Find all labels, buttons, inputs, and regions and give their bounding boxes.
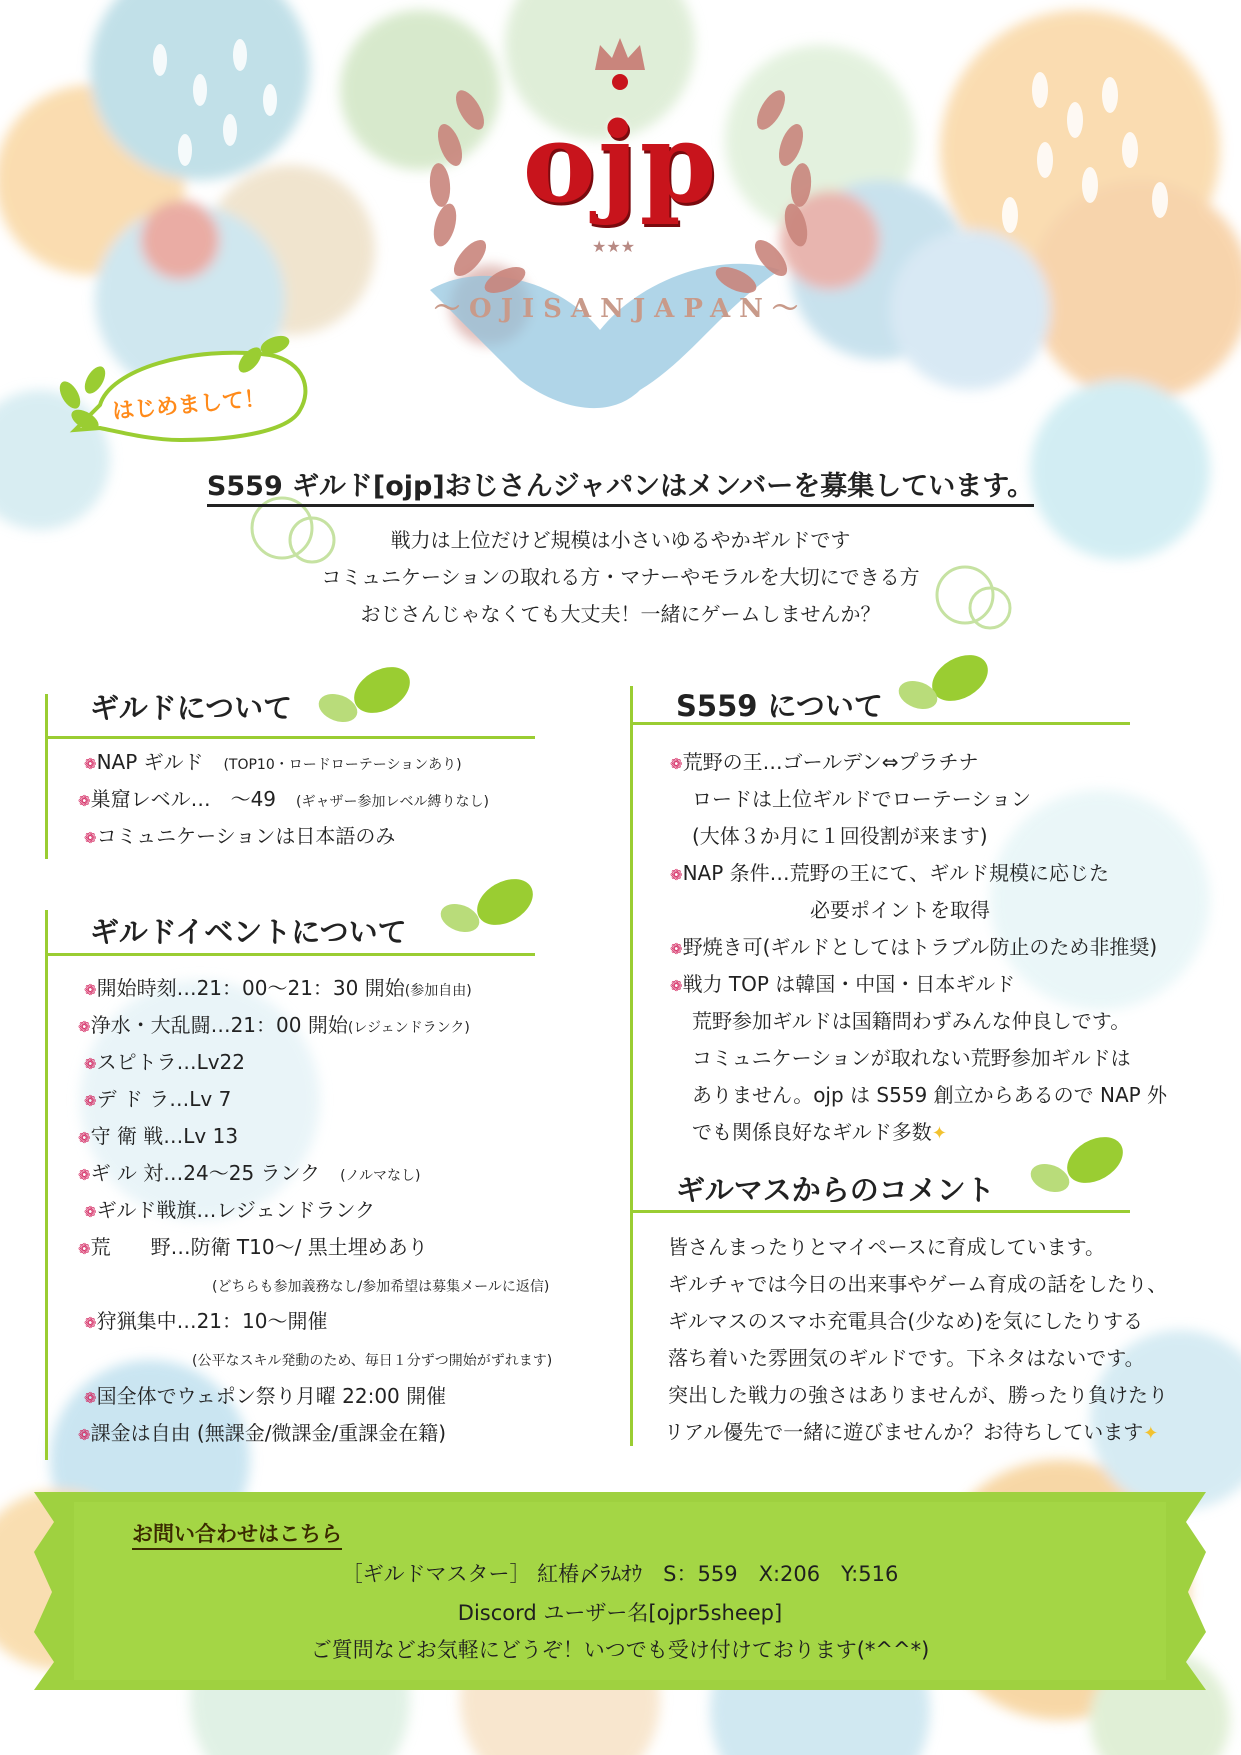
- sparkle-icon: ✦: [1143, 1423, 1159, 1444]
- list-item: ❁荒 野…防衛 T10～/ 黒土埋めあり: [78, 1235, 428, 1259]
- list-item: ❁ギ ル 対…24～25 ランク (ノルマなし): [78, 1161, 421, 1185]
- section-divider: [630, 1210, 1130, 1213]
- list-item: ❁スピトラ…Lv22: [84, 1050, 246, 1074]
- list-item: ❁荒野の王…ゴールデン⇔プラチナ: [670, 750, 979, 774]
- section-divider: [45, 910, 48, 1460]
- section-title-server: S559 について: [676, 689, 883, 723]
- section-divider: [630, 686, 633, 1446]
- list-item: ❁コミュニケーションは日本語のみ: [84, 824, 396, 848]
- contact-discord: Discord ユーザー名[ojpr5sheep]: [457, 1601, 783, 1625]
- comment-line: 落ち着いた雰囲気のギルドです。下ネタはないです。: [668, 1346, 1145, 1370]
- contact-master: ［ギルドマスター］ 紅椿〆ﾗﾑｵｳ S：559 X:206 Y:516: [341, 1562, 899, 1586]
- comment-line: ギルマスのスマホ充電具合(少なめ)を気にしたりする: [668, 1309, 1144, 1333]
- list-item: ❁NAP 条件…荒野の王にて、ギルド規模に応じた: [670, 861, 1110, 885]
- comment-line: ギルチャでは今日の出来事やゲーム育成の話をしたり、: [668, 1272, 1168, 1296]
- svg-text:★★★: ★★★: [592, 237, 636, 256]
- section-divider: [45, 694, 48, 859]
- section-title-comment: ギルマスからのコメント: [676, 1173, 995, 1207]
- contact-closing: ご質問などお気軽にどうぞ！いつでも受け付けております(*^^*): [310, 1638, 930, 1662]
- intro-line: おじさんじゃなくても大丈夫！一緒にゲームしませんか？: [360, 602, 881, 626]
- list-item: ❁デ ド ラ…Lv 7: [84, 1087, 232, 1111]
- section-title-guild: ギルドについて: [90, 691, 293, 725]
- headline-text: S559 ギルド[ojp]おじさんジャパンはメンバーを募集しています。: [207, 471, 1034, 507]
- list-item: ❁巣窟レベル… ～49 (ギャザー参加レベル縛りなし): [78, 787, 489, 811]
- list-item: ❁守 衛 戦…Lv 13: [78, 1124, 239, 1148]
- list-item: ❁NAP ギルド (TOP10・ロードローテーションあり): [84, 750, 462, 774]
- list-item: ❁戦力 TOP は韓国・中国・日本ギルド: [670, 972, 1016, 996]
- list-item-continued: ロードは上位ギルドでローテーション: [692, 787, 1031, 811]
- recruit-headline: [0, 464, 1241, 503]
- list-item: ❁開始時刻…21：00～21：30 開始(参加自由): [84, 976, 472, 1000]
- sparkle-icon: ✦: [931, 1123, 947, 1144]
- list-item: ❁野焼き可(ギルドとしてはトラブル防止のため非推奨): [670, 935, 1158, 959]
- section-divider: [45, 736, 535, 739]
- intro-line: 戦力は上位だけど規模は小さいゆるやかギルドです: [390, 528, 851, 552]
- comment-line: 皆さんまったりとマイペースに育成しています。: [668, 1235, 1105, 1259]
- comment-line: リアル優先で一緒に遊びませんか？お待ちしています✦: [664, 1420, 1159, 1444]
- list-item-note: (公平なスキル発動のため、毎日１分ずつ開始がずれます): [192, 1353, 553, 1369]
- list-item-continued: でも関係良好なギルド多数✦: [692, 1120, 947, 1144]
- intro-line: コミュニケーションの取れる方・マナーやモラルを大切にできる方: [321, 565, 920, 589]
- list-item: ❁狩猟集中…21：10～開催: [84, 1309, 328, 1333]
- brand-logo: ojp: [522, 98, 719, 227]
- section-divider: [45, 953, 535, 956]
- list-item: ❁浄水・大乱闘…21：00 開始(レジェンドランク): [78, 1013, 470, 1037]
- list-item: ❁ギルド戦旗…レジェンドランク: [84, 1198, 376, 1222]
- list-item-continued: ありません。ojp は S559 創立からあるので NAP 外: [692, 1083, 1168, 1107]
- list-item-continued: 必要ポイントを取得: [810, 898, 990, 922]
- list-item: ❁課金は自由 (無課金/微課金/重課金在籍): [78, 1421, 447, 1445]
- list-item-continued: コミュニケーションが取れない荒野参加ギルドは: [692, 1046, 1131, 1070]
- contact-title: お問い合わせはこちら: [132, 1518, 342, 1550]
- list-item-continued: 荒野参加ギルドは国籍問わずみんな仲良しです。: [692, 1009, 1131, 1033]
- greeting-bubble: はじめまして！: [111, 386, 267, 425]
- list-item-continued: (大体３か月に１回役割が来ます): [692, 824, 988, 848]
- brand-subtitle: ～OJISANJAPAN～: [434, 294, 807, 324]
- section-title-events: ギルドイベントについて: [90, 915, 407, 949]
- list-item-note: (どちらも参加義務なし/参加希望は募集メールに返信): [212, 1279, 550, 1295]
- comment-line: 突出した戦力の強さはありませんが、勝ったり負けたり: [668, 1383, 1168, 1407]
- list-item: ❁国全体でウェポン祭り月曜 22:00 開催: [84, 1384, 447, 1408]
